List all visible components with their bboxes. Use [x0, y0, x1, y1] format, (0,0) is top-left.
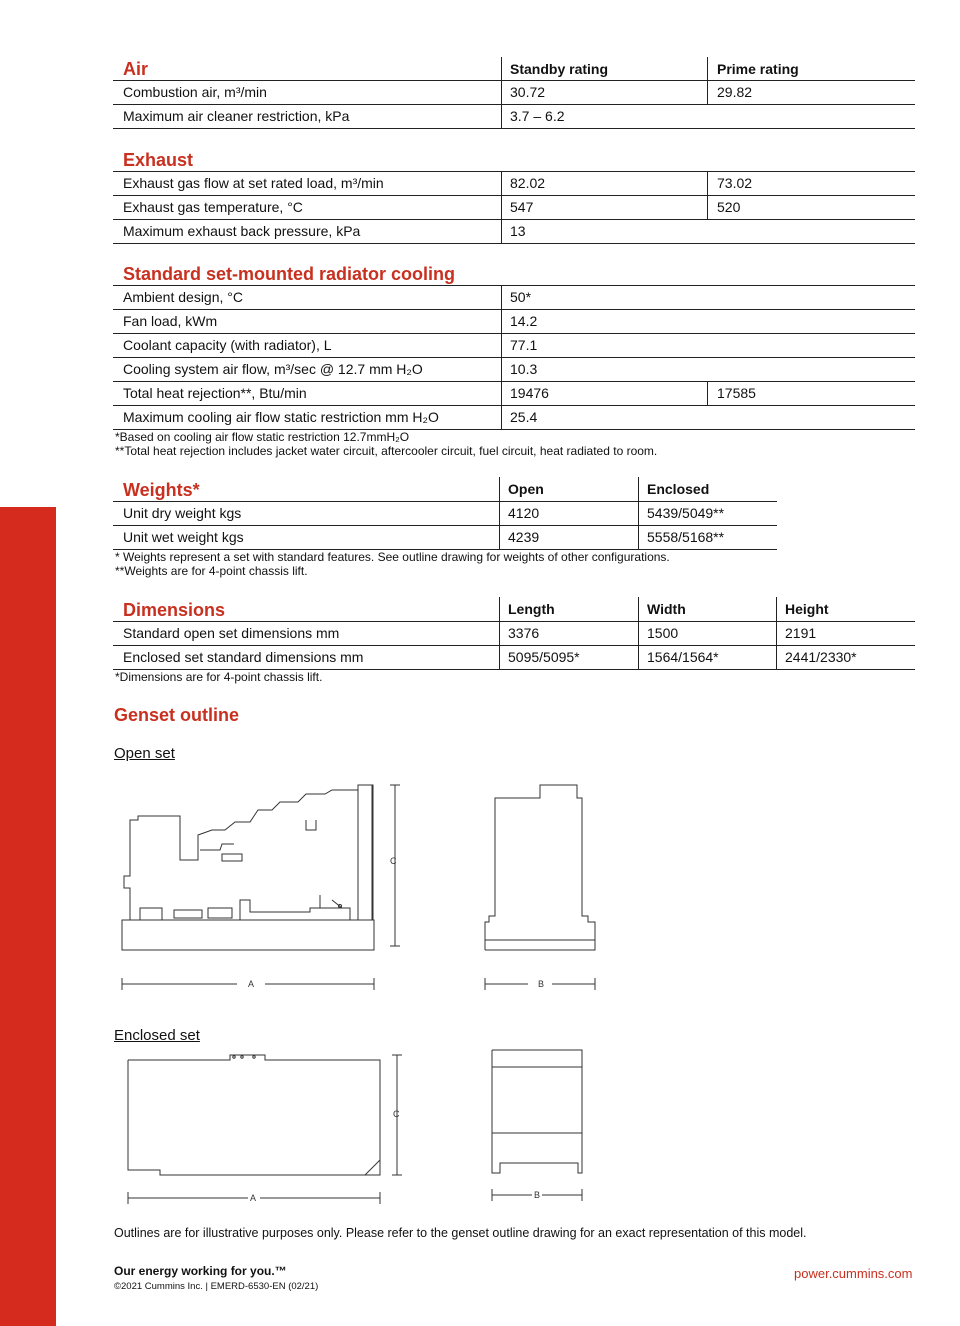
table-row	[0, 104, 960, 128]
table-row	[0, 333, 960, 357]
table-row	[0, 219, 960, 243]
dimension-c-label: C	[390, 856, 397, 866]
standby-value: 547	[510, 199, 534, 215]
table-row	[0, 381, 960, 405]
length-value: 3376	[508, 625, 540, 641]
standby-value: 13	[510, 223, 526, 239]
open-set-label: Open set	[114, 745, 175, 762]
prime-value: 73.02	[717, 175, 753, 191]
footer-copyright: ©2021 Cummins Inc. | EMERD-6530-EN (02/21)	[114, 1281, 319, 1292]
footer-tagline: Our energy working for you.™	[114, 1264, 287, 1278]
enclosed-value: 5558/5168**	[647, 529, 725, 545]
dimension-b-label: B	[534, 1190, 541, 1200]
cooling-note-2: **Total heat rejection includes jacket water circuit, aftercooler circuit, fuel circuit, heat radiated to room.	[115, 444, 658, 458]
cooling-note-1: *Based on cooling air flow static restriction 12.7mmH₂O	[115, 430, 410, 444]
prime-value: 29.82	[717, 84, 753, 100]
open-header: Open	[508, 481, 544, 497]
dimensions-note: *Dimensions are for 4-point chassis lift.	[115, 670, 323, 684]
row-label: Enclosed set standard dimensions mm	[123, 649, 364, 665]
table-row	[0, 501, 960, 525]
dimension-c-label: C	[393, 1109, 400, 1119]
height-value: 2441/2330*	[785, 649, 857, 665]
standby-rating-header: Standby rating	[510, 61, 609, 77]
row-label: Maximum exhaust back pressure, kPa	[123, 223, 361, 239]
outline-disclaimer: Outlines are for illustrative purposes only. Please refer to the genset outline drawing for an exact representation of this model.	[114, 1226, 807, 1240]
width-value: 1500	[647, 625, 679, 641]
standby-value: 3.7 – 6.2	[510, 108, 565, 124]
standby-value: 19476	[510, 385, 549, 401]
footer-website-link[interactable]: power.cummins.com	[794, 1266, 913, 1281]
open-value: 4239	[508, 529, 540, 545]
weights-note-1: * Weights represent a set with standard features. See outline drawing for weights of other configurations.	[115, 550, 670, 564]
dimensions-section-title: Dimensions	[123, 600, 226, 620]
standby-value: 10.3	[510, 361, 538, 377]
weights-section-title: Weights*	[123, 480, 200, 500]
row-label: Cooling system air flow, m³/sec @ 12.7 mm H₂O	[123, 361, 423, 377]
table-row	[0, 645, 960, 669]
open-value: 4120	[508, 505, 540, 521]
standby-value: 25.4	[510, 409, 538, 425]
row-label: Unit wet weight kgs	[123, 529, 244, 545]
air-header-row	[0, 57, 960, 81]
row-label: Fan load, kWm	[123, 313, 218, 329]
open-set-side-drawing	[110, 780, 410, 995]
cooling-section-title: Standard set-mounted radiator cooling	[123, 264, 456, 284]
dimension-b-label: B	[538, 979, 545, 989]
row-label: Exhaust gas flow at set rated load, m³/min	[123, 175, 384, 191]
dimension-a-label: A	[250, 1193, 257, 1203]
width-value: 1564/1564*	[647, 649, 719, 665]
row-label: Unit dry weight kgs	[123, 505, 242, 521]
prime-value: 520	[717, 199, 741, 215]
table-row	[0, 285, 960, 309]
table-row	[0, 357, 960, 381]
weights-header-row	[0, 477, 960, 501]
table-row	[0, 171, 960, 195]
dimension-a-label: A	[248, 979, 255, 989]
row-label: Ambient design, °C	[123, 289, 243, 305]
enclosed-header: Enclosed	[647, 481, 710, 497]
standby-value: 50*	[510, 289, 532, 305]
row-label: Standard open set dimensions mm	[123, 625, 340, 641]
weights-note-2: **Weights are for 4-point chassis lift.	[115, 564, 308, 578]
enclosed-set-end-drawing	[480, 1045, 600, 1210]
row-label: Coolant capacity (with radiator), L	[123, 337, 332, 353]
height-header: Height	[785, 601, 829, 617]
genset-outline-title: Genset outline	[114, 705, 240, 725]
width-header: Width	[647, 601, 686, 617]
row-label: Combustion air, m³/min	[123, 84, 267, 100]
row-label: Exhaust gas temperature, °C	[123, 199, 303, 215]
prime-value: 17585	[717, 385, 756, 401]
table-row	[0, 309, 960, 333]
enclosed-set-side-drawing	[120, 1050, 420, 1210]
table-row	[0, 405, 960, 429]
table-row	[0, 621, 960, 645]
row-label: Maximum air cleaner restriction, kPa	[123, 108, 350, 124]
air-section-title: Air	[123, 59, 149, 79]
enclosed-value: 5439/5049**	[647, 505, 725, 521]
exhaust-section-title: Exhaust	[123, 150, 194, 170]
standby-value: 82.02	[510, 175, 546, 191]
table-row	[0, 525, 960, 549]
row-label: Maximum cooling air flow static restriction mm H₂O	[123, 409, 439, 425]
prime-rating-header: Prime rating	[717, 61, 799, 77]
base-frame	[122, 920, 374, 950]
open-set-end-drawing	[480, 780, 610, 995]
height-value: 2191	[785, 625, 817, 641]
enclosed-set-label: Enclosed set	[114, 1027, 200, 1044]
length-header: Length	[508, 601, 555, 617]
length-value: 5095/5095*	[508, 649, 580, 665]
dimensions-header-row	[0, 597, 960, 621]
standby-value: 77.1	[510, 337, 538, 353]
table-row	[0, 195, 960, 219]
standby-value: 14.2	[510, 313, 538, 329]
row-label: Total heat rejection**, Btu/min	[123, 385, 307, 401]
table-row	[0, 80, 960, 104]
standby-value: 30.72	[510, 84, 546, 100]
